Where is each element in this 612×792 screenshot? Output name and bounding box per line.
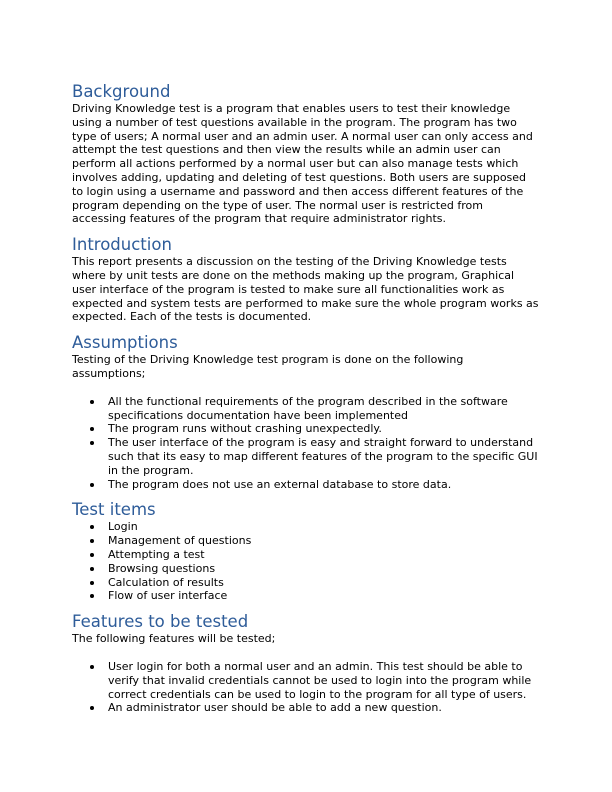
list-item: The user interface of the program is easy and straight forward to understand such that its easy to map different features of the program to the specific GUI in the program. — [72, 436, 540, 477]
features-list — [72, 660, 540, 715]
list-item: Calculation of results — [72, 576, 540, 590]
list-item: The program runs without crashing unexpectedly. — [72, 422, 540, 436]
list-item: Attempting a test — [72, 548, 540, 562]
introduction-paragraph: This report presents a discussion on the testing of the Driving Knowledge tests where by unit tests are done on the methods making up the program, Graphical user interface of the program is tested to make sure all functionalities work as expected and system tests are performed to make sure the whole program works as expected. Each of the tests is documented. — [72, 255, 539, 324]
assumptions-list — [72, 395, 540, 492]
test-items-list — [72, 520, 540, 603]
assumptions-paragraph: Testing of the Driving Knowledge test program is done on the following assumptions; — [72, 353, 464, 380]
list-item: User login for both a normal user and an admin. This test should be able to verify that invalid credentials cannot be used to login into the program while correct credentials can be used to login to the program for all type of users. — [72, 660, 540, 701]
document-content — [72, 82, 540, 724]
background-section — [72, 82, 540, 226]
test-items-heading: Test items — [72, 500, 156, 520]
features-heading: Features to be tested — [72, 612, 249, 632]
list-item: Login — [72, 520, 540, 534]
list-item: An administrator user should be able to add a new question. — [72, 701, 540, 715]
list-item: All the functional requirements of the program described in the software specifications documentation have been implemented — [72, 395, 540, 423]
list-item: Management of questions — [72, 534, 540, 548]
background-heading: Background — [72, 82, 171, 101]
list-item: Browsing questions — [72, 562, 540, 576]
features-section — [72, 612, 540, 715]
list-item: The program does not use an external database to store data. — [72, 478, 540, 492]
assumptions-section — [72, 333, 540, 491]
introduction-heading: Introduction — [72, 235, 172, 255]
background-paragraph: Driving Knowledge test is a program that enables users to test their knowledge using a number of test questions available in the program. The program has two type of users; A normal user and an admin user. A normal user can only access and attempt the test questions and then view the results while an admin user can perform all actions performed by a normal user but can also manage tests which involves adding, updating and deleting of test questions. Both users are supposed to login using a username and password and then access different features of the program depending on the type of user. The normal user is restricted from accessing features of the program that require administrator rights. — [72, 102, 533, 226]
introduction-section — [72, 235, 540, 324]
assumptions-heading: Assumptions — [72, 333, 178, 353]
test-items-section — [72, 500, 540, 603]
list-item: Flow of user interface — [72, 589, 540, 603]
features-paragraph: The following features will be tested; — [72, 632, 276, 646]
